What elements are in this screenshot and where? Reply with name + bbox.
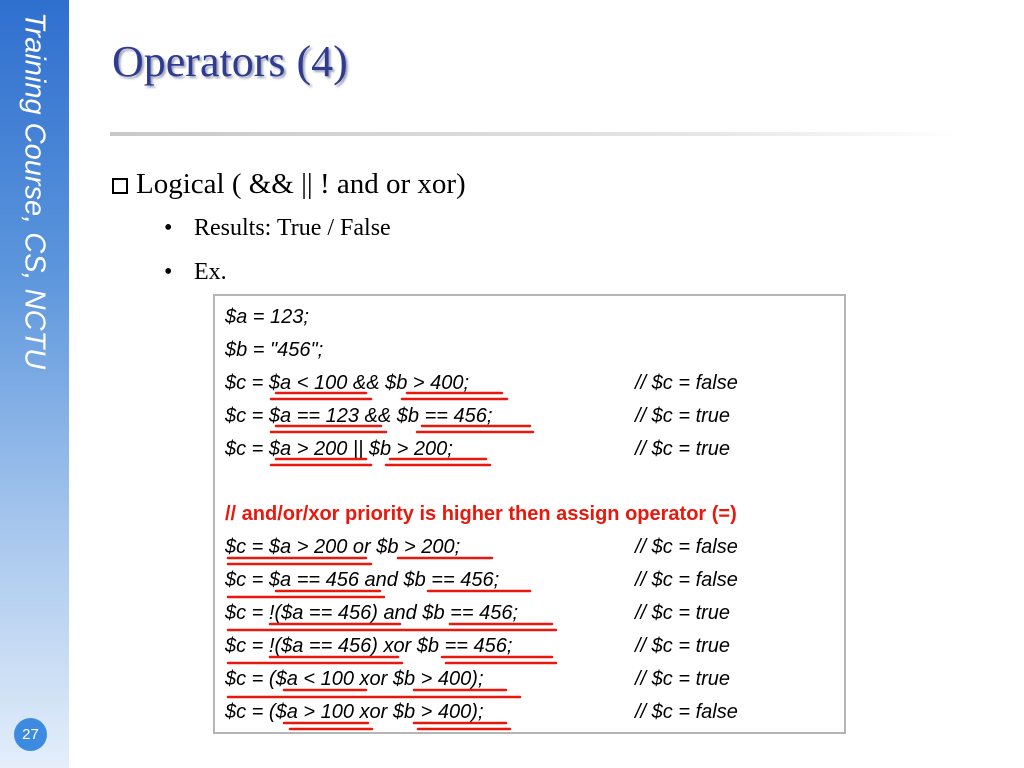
bullet-item [164, 259, 227, 286]
course-label: Training Course, CS, NCTU [18, 12, 51, 370]
checkbox-bullet-icon [112, 178, 128, 194]
code-comment: // $c = false [635, 569, 738, 591]
code-line: $c = $a == 456 and $b == 456; [225, 569, 500, 591]
bullet-item [164, 215, 391, 242]
code-comment: // $c = false [635, 701, 738, 723]
section-heading-text: Logical ( && || ! and or xor) [136, 168, 466, 200]
code-line: $c = !($a == 456) xor $b == 456; [225, 635, 513, 657]
code-comment: // $c = true [635, 668, 731, 690]
code-line: $c = $a == 123 && $b == 456; [225, 405, 493, 427]
bullet-text: Ex. [194, 259, 227, 285]
code-comment: // $c = true [635, 405, 731, 427]
bullet-dot-icon: • [164, 259, 173, 285]
title-divider [110, 132, 960, 136]
code-line: $c = ($a < 100 xor $b > 400); [225, 668, 484, 690]
code-comment: // $c = true [635, 438, 731, 460]
priority-note: // and/or/xor priority is higher then assign operator (=) [225, 503, 737, 525]
code-line: $c = $a > 200 || $b > 200; [225, 438, 453, 460]
slide-title: Operators (4) [112, 37, 348, 86]
code-line: $c = $a < 100 && $b > 400; [225, 372, 470, 394]
bullet-dot-icon: • [164, 215, 173, 241]
sidebar [0, 0, 69, 768]
code-line: $c = ($a > 100 xor $b > 400); [225, 701, 484, 723]
code-comment: // $c = false [635, 536, 738, 558]
code-line: $a = 123; [225, 306, 309, 328]
code-comment: // $c = true [635, 635, 731, 657]
code-line: $c = $a > 200 or $b > 200; [225, 536, 461, 558]
page-number-badge: 27 [14, 718, 47, 751]
code-line: $b = "456"; [225, 339, 324, 361]
bullet-text: Results: True / False [194, 215, 391, 241]
section-heading [112, 168, 466, 201]
code-comment: // $c = true [635, 602, 731, 624]
code-comment: // $c = false [635, 372, 738, 394]
code-example-box [213, 294, 846, 734]
code-line: $c = !($a == 456) and $b == 456; [225, 602, 519, 624]
